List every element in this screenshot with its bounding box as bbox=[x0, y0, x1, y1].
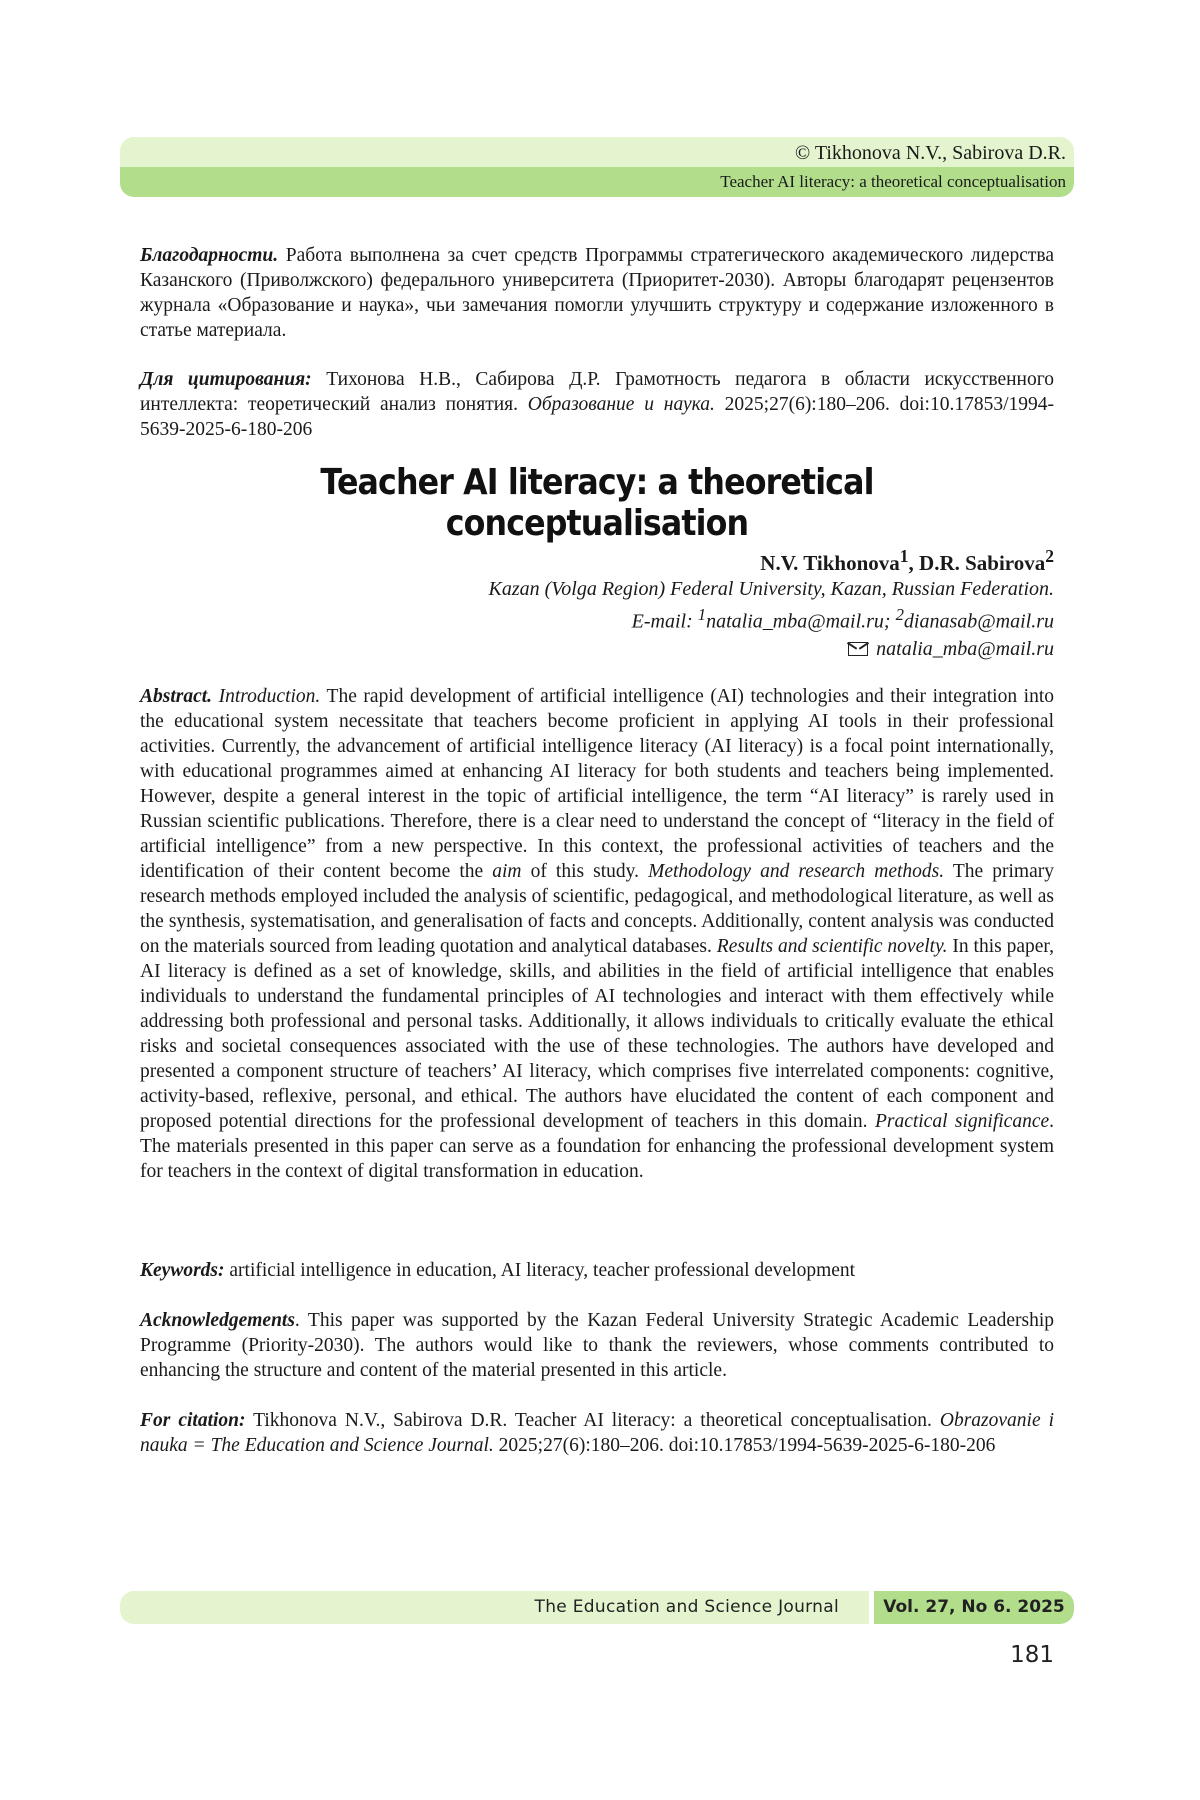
author-emails bbox=[140, 602, 1054, 635]
abstract-label: Abstract. bbox=[140, 686, 213, 707]
abstract-intro-label: Introduction. bbox=[218, 686, 321, 707]
author-names bbox=[140, 543, 1054, 576]
acknowledgements-en bbox=[140, 1308, 1054, 1383]
email-1-sup: 1 bbox=[697, 605, 707, 624]
email-prefix: E-mail: bbox=[631, 610, 698, 633]
header-authors: © Tikhonova N.V., Sabirova D.R. bbox=[120, 137, 1074, 167]
abstract-results-label: Results and scientific novelty. bbox=[716, 936, 948, 957]
citation-en-text: Tikhonova N.V., Sabirova D.R. Teacher AI literacy: a theoretical conceptualisation. bbox=[253, 1410, 932, 1431]
header-running-title: Teacher AI literacy: a theoretical conceptualisation bbox=[120, 167, 1074, 197]
acknowledgements-ru-text: Работа выполнена за счет средств Программы стратегического академического лидерства Казанского (Приволжского) федерального университета (Приоритет-2030). Авторы благодарят рецензентов журнала «Образование и наука», чьи замечания помогли улучшить структуру и содержание изложенного в статье материала. bbox=[140, 245, 1055, 341]
citation-en-doi: 2025;27(6):180–206. doi:10.17853/1994-5639-2025-6-180-206 bbox=[498, 1435, 996, 1456]
acknowledgements-en-text: . This paper was supported by the Kazan Federal University Strategic Academic Leadership Programme (Priority-2030). The authors would like to thank the reviewers, whose comments contributed to enhancing the structure and content of the material presented in this article. bbox=[140, 1310, 1054, 1381]
corresponding-email[interactable]: natalia_mba@mail.ru bbox=[876, 638, 1054, 660]
abstract bbox=[140, 684, 1054, 1184]
citation-ru-journal: Образование и наука. bbox=[527, 394, 715, 415]
citation-en bbox=[140, 1408, 1054, 1458]
running-footer bbox=[120, 1591, 1074, 1624]
acknowledgements-ru-label: Благодарности. bbox=[140, 245, 279, 266]
citation-ru-label: Для цитирования: bbox=[140, 369, 312, 390]
author-2: D.R. Sabirova bbox=[919, 551, 1046, 575]
citation-ru bbox=[140, 367, 1054, 442]
article-title: Teacher AI literacy: a theoretical conceptualisation bbox=[320, 462, 874, 544]
abstract-intro-text: The rapid development of artificial intelligence (AI) technologies and their integration into the educational system necessitate that teachers become proficient in applying AI tools in their professional activities. Currently, the advancement of artificial intelligence literacy (AI literacy) is a focal point internationally, with educational programmes aimed at enhancing AI literacy for both students and teachers being implemented. However, despite a general interest in the topic of artificial intelligence, the term “AI literacy” is rarely used in Russian scientific publications. Therefore, there is a clear need to understand the concept of “literacy in the field of artificial intelligence” from a new perspective. In this context, the professional activities of teachers and the identification of their content become the bbox=[140, 686, 1055, 882]
authors-block bbox=[140, 543, 1054, 635]
author-2-sup: 2 bbox=[1045, 546, 1054, 566]
citation-ru-doi: 2025;27(6):180–206. doi:10.17853/1994-5639-2025-6-180-206 bbox=[140, 394, 1055, 440]
keywords bbox=[140, 1258, 1054, 1283]
email-2-sup: 2 bbox=[895, 605, 904, 624]
abstract-aim-word: aim bbox=[492, 861, 522, 882]
running-header bbox=[120, 137, 1074, 197]
acknowledgements-en-label: Acknowledgements bbox=[140, 1310, 295, 1331]
author-1: N.V. Tikhonova bbox=[760, 551, 900, 575]
affiliation: Kazan (Volga Region) Federal University, Kazan, Russian Federation. bbox=[488, 578, 1054, 600]
abstract-method-label: Methodology and research methods. bbox=[648, 861, 945, 882]
acknowledgements-ru bbox=[140, 243, 1054, 343]
abstract-practical-label: Practical significance bbox=[874, 1111, 1050, 1132]
keywords-label: Keywords: bbox=[140, 1260, 225, 1281]
citation-ru-text: Тихонова Н.В., Сабирова Д.Р. Грамотность педагога в области искусственного интеллекта: теоретический анализ понятия. bbox=[140, 369, 1054, 415]
footer-volume: Vol. 27, No 6. 2025 bbox=[874, 1591, 1074, 1624]
citation-en-journal: Obrazovanie i nauka = The Education and Science Journal. bbox=[140, 1410, 1055, 1456]
author-separator: , bbox=[908, 551, 920, 575]
page-number: 181 bbox=[1010, 1642, 1054, 1668]
email-1[interactable]: natalia_mba@mail.ru; bbox=[706, 610, 896, 633]
citation-en-label: For citation: bbox=[140, 1410, 246, 1431]
abstract-practical-text: . The materials presented in this paper can serve as a foundation for enhancing the professional development system for teachers in the context of digital transformation in education. bbox=[140, 1111, 1055, 1182]
corresponding-email-line bbox=[140, 638, 1054, 661]
abstract-method-text: The primary research methods employed included the analysis of scientific, pedagogical, and methodological literature, as well as the synthesis, systematisation, and generalisation of facts and concepts. Additionally, content analysis was conducted on the materials sourced from leading quotation and analytical databases. bbox=[140, 861, 1054, 957]
email-2[interactable]: dianasab@mail.ru bbox=[903, 610, 1054, 633]
abstract-aim-after: of this study. bbox=[530, 861, 640, 882]
keywords-text: artificial intelligence in education, AI literacy, teacher professional development bbox=[229, 1260, 856, 1281]
envelope-icon bbox=[848, 642, 868, 656]
author-1-sup: 1 bbox=[899, 546, 909, 566]
footer-journal-name: The Education and Science Journal bbox=[120, 1591, 869, 1624]
abstract-results-text: In this paper, AI literacy is defined as a set of knowledge, skills, and abilities in the field of artificial intelligence that enables individuals to understand the fundamental principles of AI technologies and interact with them effectively while addressing both professional and personal tasks. Additionally, it allows individuals to critically evaluate the ethical risks and societal consequences associated with the use of these technologies. The authors have developed and presented a component structure of teachers’ AI literacy, which comprises five interrelated components: cognitive, activity-based, reflexive, personal, and ethical. The authors have elucidated the content of each component and proposed potential directions for the professional development of teachers in this domain. bbox=[140, 936, 1055, 1132]
